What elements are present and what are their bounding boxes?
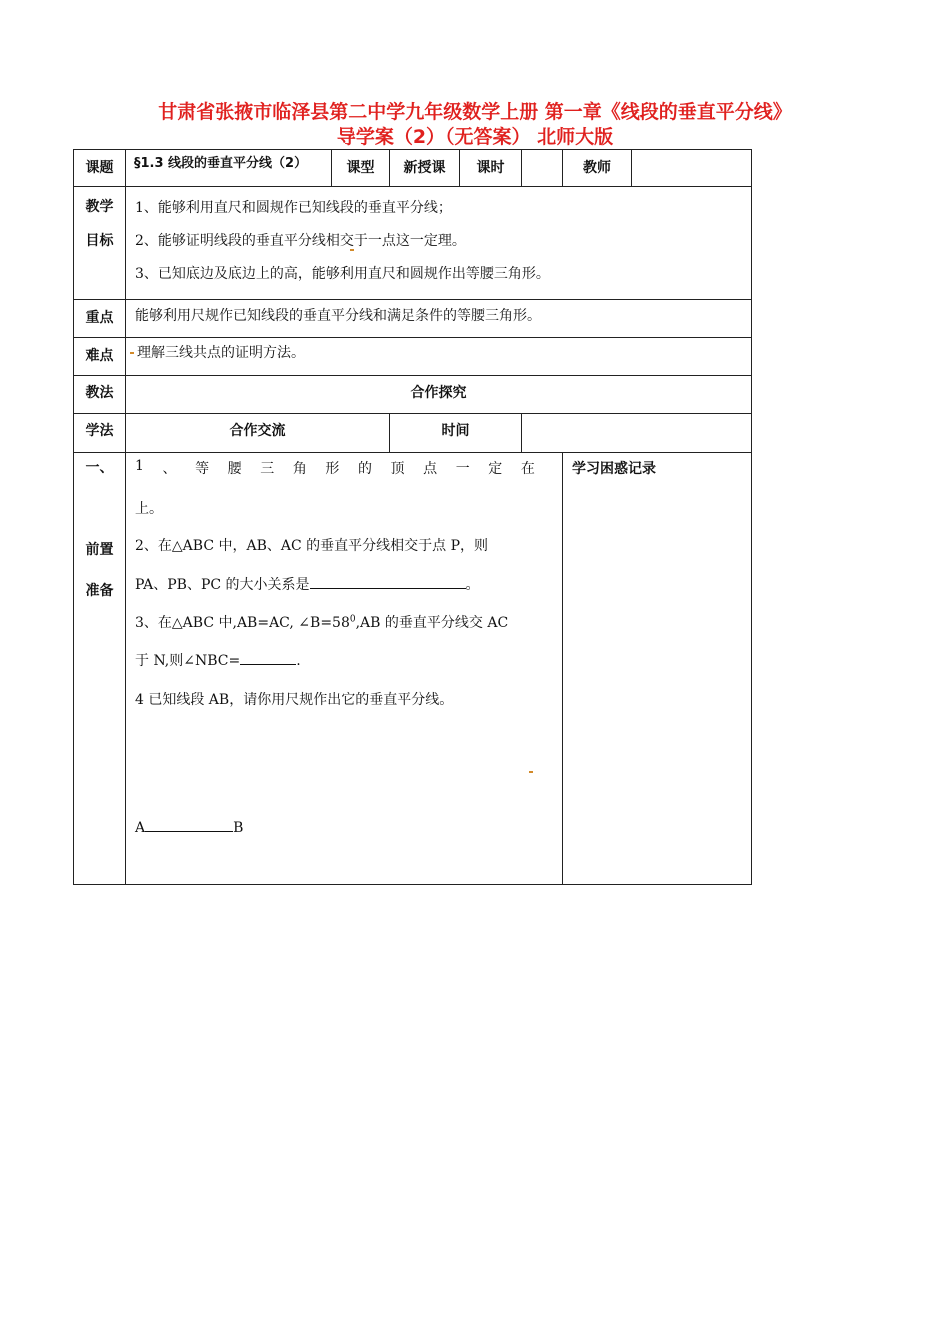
- learning-method-content-cell: [126, 414, 390, 453]
- lesson-plan-table: [73, 149, 752, 885]
- teacher-label: 教师: [583, 160, 611, 176]
- q2-answer-blank[interactable]: [310, 574, 466, 589]
- question-4: 4 已知线段 AB，请你用尺规作出它的垂直平分线。: [135, 692, 454, 708]
- teaching-method-row: [74, 376, 752, 414]
- q1-char: 腰: [227, 461, 242, 477]
- document-title-line-2: 导学案（2）（无答案） 北师大版: [336, 126, 614, 148]
- difficulty-content-cell: [126, 338, 752, 376]
- stray-mark: [350, 249, 354, 251]
- key-point-row: [74, 300, 752, 338]
- q1-char: 点: [423, 461, 438, 477]
- type-label: 课型: [346, 160, 375, 176]
- preparation-label-1: 一、: [85, 460, 114, 476]
- key-point-text: 能够利用尺规作已知线段的垂直平分线和满足条件的等腰三角形。: [135, 308, 541, 324]
- stray-mark: [529, 771, 533, 773]
- preparation-label-3: 准备: [85, 583, 114, 599]
- learning-method-label-cell: [74, 414, 126, 453]
- q3-degree: 0: [349, 614, 356, 625]
- time-label-cell: [390, 414, 522, 453]
- topic-label-cell: [74, 150, 126, 187]
- teaching-method-content-cell: [126, 376, 752, 414]
- q3-text-b: ,AB 的垂直平分线交 AC: [355, 615, 509, 631]
- goal-item-2: 2、能够证明线段的垂直平分线相交于一点这一定理。: [135, 233, 466, 249]
- q3-text-c: 于 N,则∠NBC=: [135, 653, 241, 669]
- learning-method-label: 学法: [85, 423, 114, 439]
- question-2-line-2: [135, 574, 480, 594]
- q1-char: 1: [135, 458, 144, 474]
- difficulty-row: [74, 338, 752, 376]
- learning-method-row: [74, 414, 752, 453]
- q2-text: PA、PB、PC 的大小关系是: [135, 577, 310, 593]
- teaching-method-label-cell: [74, 376, 126, 414]
- question-1-line-2: 上。: [135, 501, 163, 517]
- q3-end: .: [296, 653, 301, 669]
- segment-ab: [135, 817, 243, 836]
- difficulty-label-cell: [74, 338, 126, 376]
- q1-char: 顶: [390, 461, 405, 477]
- goal-item-3: 3、已知底边及底边上的高，能够利用直尺和圆规作出等腰三角形。: [135, 266, 550, 282]
- segment-line: [145, 817, 233, 832]
- topic-value: §1.3 线段的垂直平分线（2）: [134, 156, 308, 171]
- key-point-label: 重点: [85, 310, 114, 326]
- time-label: 时间: [441, 423, 470, 439]
- q1-char: 等: [195, 461, 210, 477]
- goals-label-2: 目标: [85, 233, 114, 249]
- q1-char: 三: [260, 461, 275, 477]
- q1-char: 在: [520, 461, 535, 477]
- topic-label: 课题: [85, 160, 114, 176]
- q3-text-a: 3、在△ABC 中,AB=AC, ∠B=58: [135, 615, 350, 631]
- question-3-line-1: [135, 612, 508, 632]
- q1-char: 形: [325, 461, 340, 477]
- q1-char: 的: [357, 461, 372, 477]
- header-row: [74, 150, 752, 187]
- stray-mark: [130, 352, 134, 354]
- preparation-label-cell: [74, 453, 126, 885]
- q3-answer-blank[interactable]: [240, 650, 296, 665]
- difficulty-label: 难点: [85, 348, 114, 364]
- preparation-label-2: 前置: [85, 542, 114, 558]
- topic-value-cell: [126, 150, 332, 187]
- q1-char: 定: [488, 461, 503, 477]
- teacher-value-cell: [632, 150, 752, 187]
- question-3-line-2: [135, 650, 301, 670]
- notes-label: 学习困惑记录: [572, 461, 656, 477]
- time-value-cell: [522, 414, 752, 453]
- learning-method-text: 合作交流: [229, 423, 286, 439]
- notes-cell[interactable]: [563, 453, 752, 885]
- q2-end: 。: [465, 577, 480, 593]
- segment-start-label: A: [135, 820, 146, 836]
- q1-char: 、: [162, 461, 177, 477]
- key-point-label-cell: [74, 300, 126, 338]
- goals-label-1: 教学: [85, 199, 114, 215]
- period-label: 课时: [476, 160, 505, 176]
- question-1-line-1: [135, 458, 535, 478]
- type-value-cell: [390, 150, 460, 187]
- question-2-line-1: 2、在△ABC 中，AB、AC 的垂直平分线相交于点 P，则: [135, 538, 489, 554]
- goals-row: [74, 187, 752, 300]
- segment-end-label: B: [233, 820, 244, 836]
- goal-item-1: 1、能够利用直尺和圆规作已知线段的垂直平分线；: [135, 200, 452, 216]
- preparation-row: [74, 453, 752, 885]
- goals-content-cell: [126, 187, 752, 300]
- type-value: 新授课: [403, 160, 446, 176]
- period-value-cell: [522, 150, 563, 187]
- teaching-method-text: 合作探究: [410, 385, 467, 401]
- teacher-label-cell: [563, 150, 632, 187]
- goals-label-cell: [74, 187, 126, 300]
- type-label-cell: [332, 150, 390, 187]
- difficulty-text: 理解三线共点的证明方法。: [137, 345, 305, 361]
- q1-char: 角: [292, 461, 307, 477]
- teaching-method-label: 教法: [85, 385, 114, 401]
- document-title-line-1: 甘肃省张掖市临泽县第二中学九年级数学上册 第一章《线段的垂直平分线》: [158, 101, 792, 123]
- period-label-cell: [460, 150, 522, 187]
- q1-char: 一: [455, 461, 470, 477]
- preparation-content-cell: [126, 453, 563, 885]
- key-point-content-cell: [126, 300, 752, 338]
